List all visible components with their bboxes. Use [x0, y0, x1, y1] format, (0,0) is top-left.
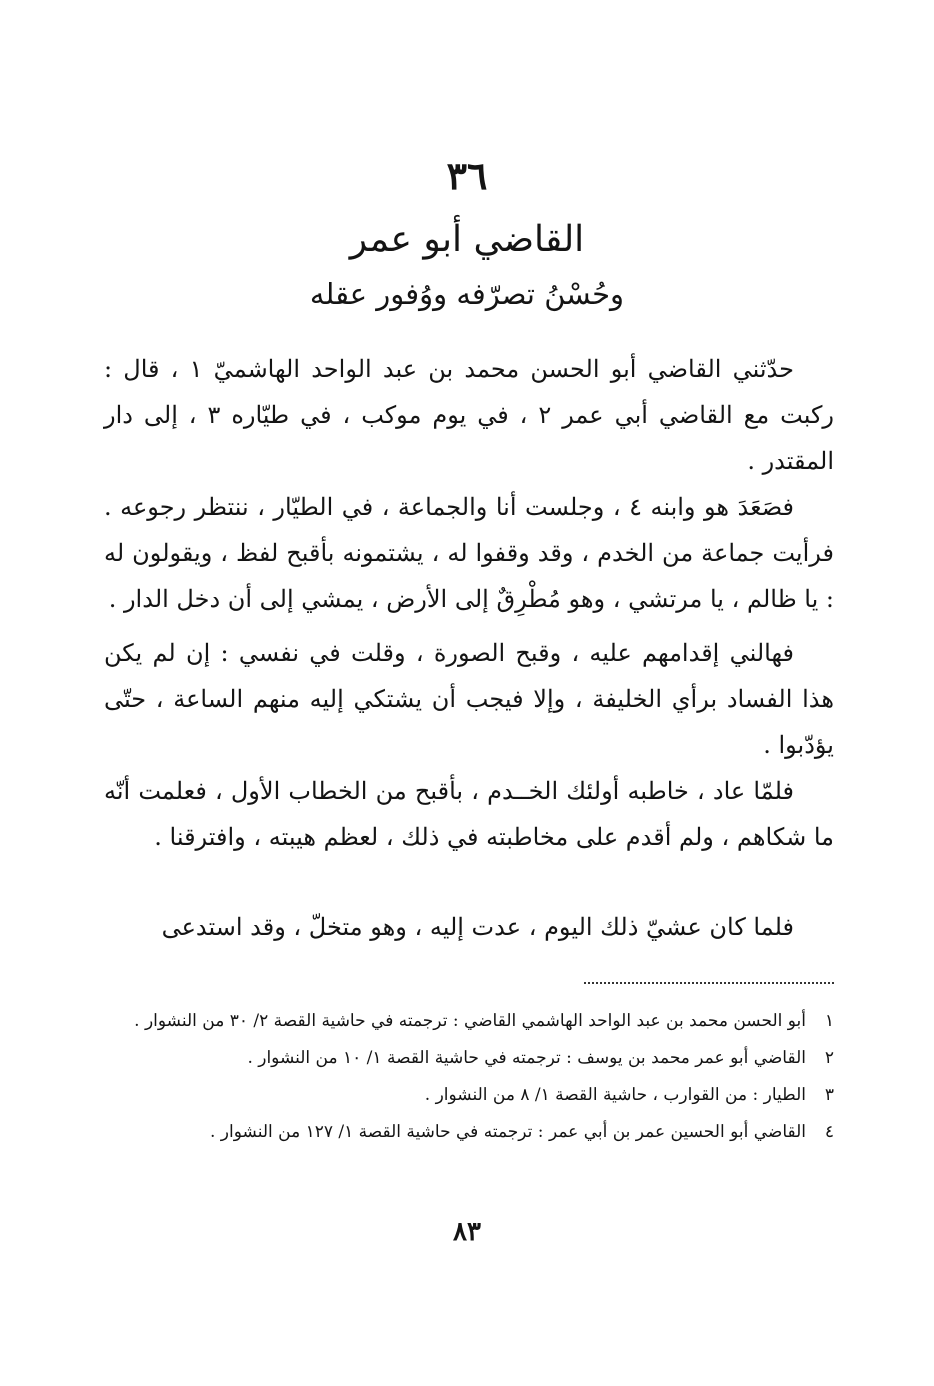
paragraph-3 [104, 630, 834, 768]
paragraph-5 [104, 904, 834, 950]
paragraph-2-text: فصَعَدَ هو وابنه ٤ ، وجلست أنا والجماعة ، في الطيّار ، ننتظر رجوعه . فرأيت جماعة من الخدم ، وقد وقفوا له ، يشتمونه بأقبح لفظ ، ويقولون له : يا ظالم ، يا مرتشي ، وهو مُطْرِقٌ إلى الأرض ، يمشي إلى أن دخل الدار . [104, 493, 834, 613]
footnote-item [104, 1008, 834, 1035]
footnote-text: أبو الحسن محمد بن عبد الواحد الهاشمي القاضي : ترجمته في حاشية القصة ٢/ ٣٠ من النشوار . [134, 1011, 806, 1031]
footnote-number: ٢ [824, 1048, 834, 1068]
footnote-text: القاضي أبو عمر محمد بن يوسف : ترجمته في حاشية القصة ١/ ١٠ من النشوار . [247, 1048, 806, 1068]
footnote-item [104, 1082, 834, 1109]
footnotes-list [104, 1008, 834, 1156]
footnote-item [104, 1045, 834, 1072]
story-subtitle: وحُسْنُ تصرّفه ووُفور عقله [309, 277, 625, 311]
footnote-separator [584, 982, 834, 984]
footnote-text: الطيار : من القوارب ، حاشية القصة ١/ ٨ من النشوار . [424, 1085, 806, 1105]
story-title: القاضي أبو عمر [349, 219, 585, 260]
footnote-item [104, 1119, 834, 1146]
footnote-number: ١ [824, 1011, 834, 1031]
paragraph-5-text: فلما كان عشيّ ذلك اليوم ، عدت إليه ، وهو متخلّ ، وقد استدعى [161, 913, 794, 941]
footnote-number: ٣ [824, 1085, 834, 1105]
page-number: ٨٣ [453, 1217, 481, 1247]
footnote-number: ٤ [824, 1122, 834, 1142]
paragraph-3-text: فهالني إقدامهم عليه ، وقبح الصورة ، وقلت في نفسي : إن لم يكن هذا الفساد برأي الخليفة ، وإلا فيجب أن يشتكي إليه منهم الساعة ، حتّى يؤدّبوا . [104, 639, 834, 759]
paragraph-4-text: فلمّا عاد ، خاطبه أولئك الخــدم ، بأقبح من الخطاب الأول ، فعلمت أنّه ما شكاهم ، ولم أقدم على مخاطبته في ذلك ، لعظم هيبته ، وافترقنا . [104, 777, 834, 851]
paragraph-4 [104, 768, 834, 860]
paragraph-2 [104, 484, 834, 622]
story-number: ٣٦ [446, 153, 488, 198]
paragraph-1-text: حدّثني القاضي أبو الحسن محمد بن عبد الواحد الهاشميّ ١ ، قال : ركبت مع القاضي أبي عمر ٢ ، في يوم موكب ، في طيّاره ٣ ، إلى دار المقتدر . [104, 355, 835, 475]
footnote-text: القاضي أبو الحسين عمر بن أبي عمر : ترجمته في حاشية القصة ١/ ١٢٧ من النشوار . [210, 1122, 806, 1142]
paragraph-1 [104, 346, 834, 484]
